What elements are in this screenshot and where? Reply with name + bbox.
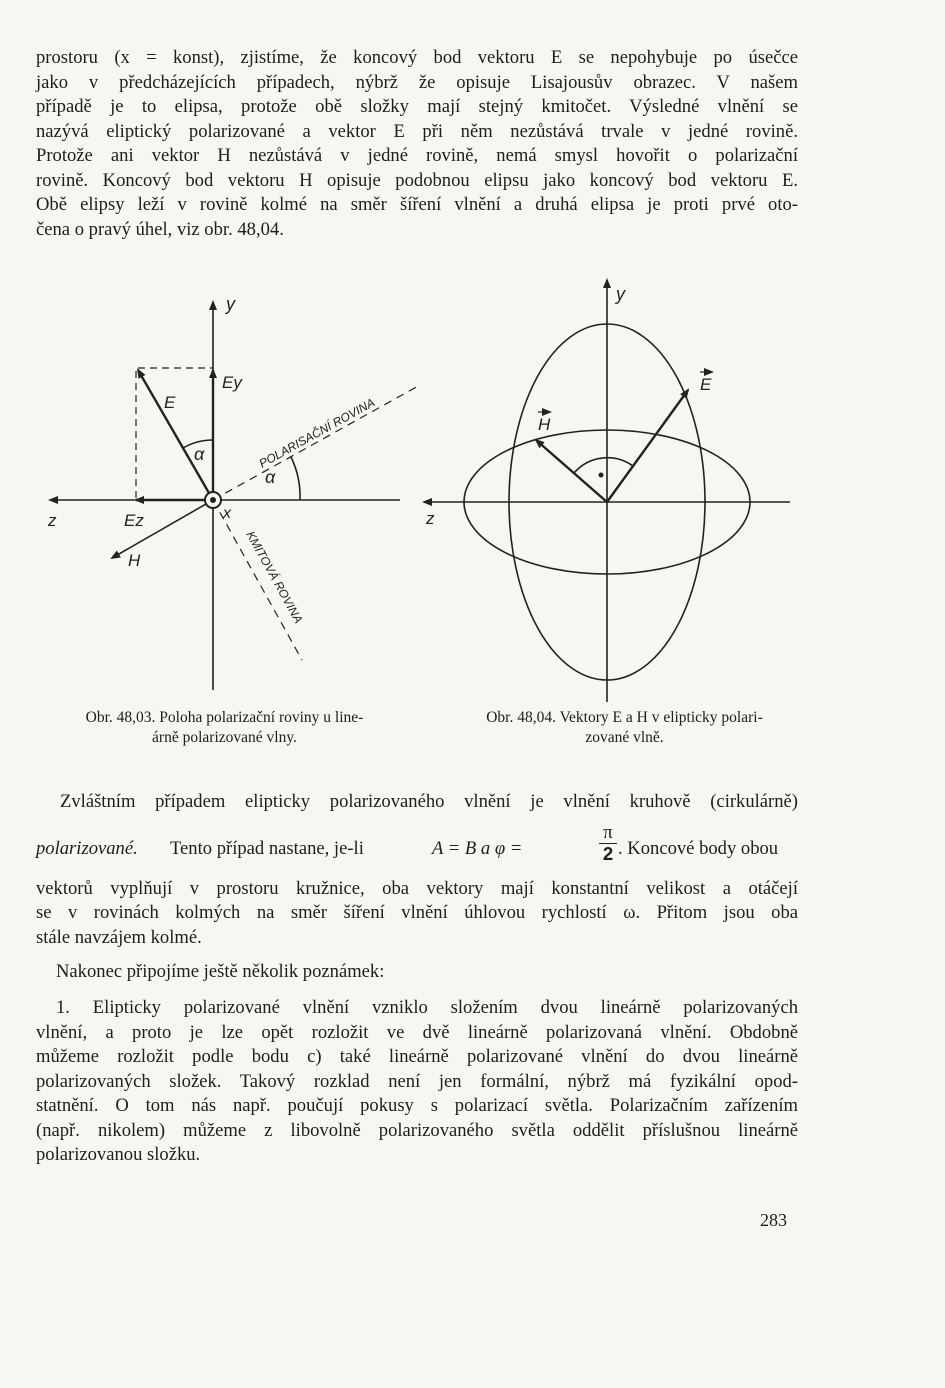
- text-line: rovině. Koncový bod vektoru H opisuje podobnou elipsu jako koncový bod vektoru E.: [36, 169, 798, 191]
- paragraph-2: [36, 790, 798, 950]
- fraction-denominator: 2: [602, 842, 614, 864]
- text-line: vlnění, a proto je lze opět rozložit ve dvě lineárně polarizovaná vlnění. Obdobně: [36, 1021, 798, 1043]
- text-span: . Koncové body obou: [618, 837, 779, 859]
- caption-line: Obr. 48,03. Poloha polarizační roviny u line-: [85, 709, 364, 726]
- label-h: H: [128, 551, 141, 570]
- text-line: vektorů vyplňují v prostoru kružnice, oba vektory mají konstantní velikost a otáčejí: [36, 877, 798, 899]
- figure-48-04-caption: [432, 708, 817, 748]
- figure-48-04: [418, 272, 798, 702]
- label-e: E: [164, 393, 176, 412]
- label-z: z: [426, 509, 435, 528]
- text-line: nazývá eliptický polarizované a vektor E při něm nezůstává trvale v jedné rovině.: [36, 120, 798, 142]
- origin-dot: [210, 497, 216, 503]
- fraction: [599, 823, 617, 864]
- equation: A = B a φ =: [432, 837, 523, 859]
- figure-48-03: [40, 290, 430, 690]
- right-angle-arc: [574, 458, 633, 473]
- caption-line: zované vlně.: [585, 729, 664, 746]
- text-line: Zvláštním případem elipticky polarizovaného vlnění je vlnění kruhově (cirkulárně): [60, 791, 798, 812]
- text-span: Tento případ nastane, je-li: [170, 837, 364, 859]
- label-h: H: [538, 415, 551, 434]
- text-line: polarizovaných složek. Takový rozklad není jen formální, nýbrž má fyzikální opod-: [36, 1070, 798, 1092]
- paragraph-4: [36, 996, 798, 1168]
- text-line: čena o pravý úhel, viz obr. 48,04.: [36, 218, 284, 240]
- text-line: 1. Elipticky polarizované vlnění vzniklo složením dvou lineárně polarizovaných: [56, 997, 798, 1018]
- label-oscillation-plane: KMITOVÁ ROVINA: [243, 528, 306, 626]
- angle-arc-alpha2: [291, 457, 300, 500]
- figure-48-03-caption: [32, 708, 417, 748]
- h-vector: [536, 440, 607, 502]
- text-line: (např. nikolem) můžeme z libovolně polarizovaného světla oddělit příslušnou lineárně: [36, 1119, 798, 1141]
- text-line: Obě elipsy leží v rovině kolmé na směr šíření vlnění a druhá elipsa je proti prvé oto-: [36, 194, 798, 215]
- label-alpha2: α: [265, 467, 276, 487]
- caption-line: Obr. 48,04. Vektory E a H v elipticky polari-: [486, 709, 763, 726]
- page-number: 283: [760, 1210, 787, 1230]
- label-y: y: [226, 294, 235, 314]
- text-line: prostoru (x = konst), zjistíme, že koncový bod vektoru E se nepohybuje po úsečce: [36, 47, 798, 68]
- text-line: jako v předcházejících případech, nýbrž že opisuje Lisajousův obrazec. V našem: [36, 71, 798, 93]
- text-line: Protože ani vektor H nezůstává v jedné rovině, nemá smysl hovořit o polarizační: [36, 145, 798, 166]
- label-ey: Ey: [222, 373, 242, 392]
- text-italic: polarizované.: [36, 837, 138, 859]
- e-vector: [138, 370, 213, 500]
- label-y: y: [616, 284, 625, 304]
- label-e: E: [700, 375, 712, 394]
- e-vector: [607, 390, 688, 502]
- text-line: statnění. O tom nás např. poučují pokusy s polarizací světla. Polarizačním zařízením: [36, 1095, 798, 1116]
- text-line: stále navzájem kolmé.: [36, 926, 202, 948]
- polarisation-plane-line: [213, 385, 420, 500]
- text-line: Nakonec připojíme ještě několik poznámek:: [56, 961, 385, 982]
- paragraph-1: [36, 46, 798, 242]
- caption-line: árně polarizované vlny.: [152, 729, 297, 746]
- text-line: můžeme rozložit podle bodu c) také lineárně polarizované vlnění do dvou lineárně: [36, 1046, 798, 1067]
- text-line: se v rovinách kolmých na směr šíření vlnění úhlovou rychlostí ω. Přitom jsou oba: [36, 902, 798, 923]
- centre-dot: [599, 473, 604, 478]
- label-z: z: [48, 511, 57, 530]
- label-polarisation-plane: POLARISAČNÍ ROVINA: [256, 395, 378, 471]
- label-x: x: [223, 505, 231, 522]
- equation-line: [36, 823, 798, 877]
- oscillation-plane-line: [213, 500, 302, 660]
- text-line: polarizovanou složku.: [36, 1144, 201, 1165]
- paragraph-3: [36, 960, 798, 985]
- text-line: případě je to elipsa, protože obě složky mají stejný kmitočet. Výsledné vlnění se: [36, 96, 798, 117]
- label-ez: Ez: [124, 511, 144, 530]
- label-alpha: α: [194, 444, 205, 464]
- fraction-numerator: π: [603, 821, 613, 843]
